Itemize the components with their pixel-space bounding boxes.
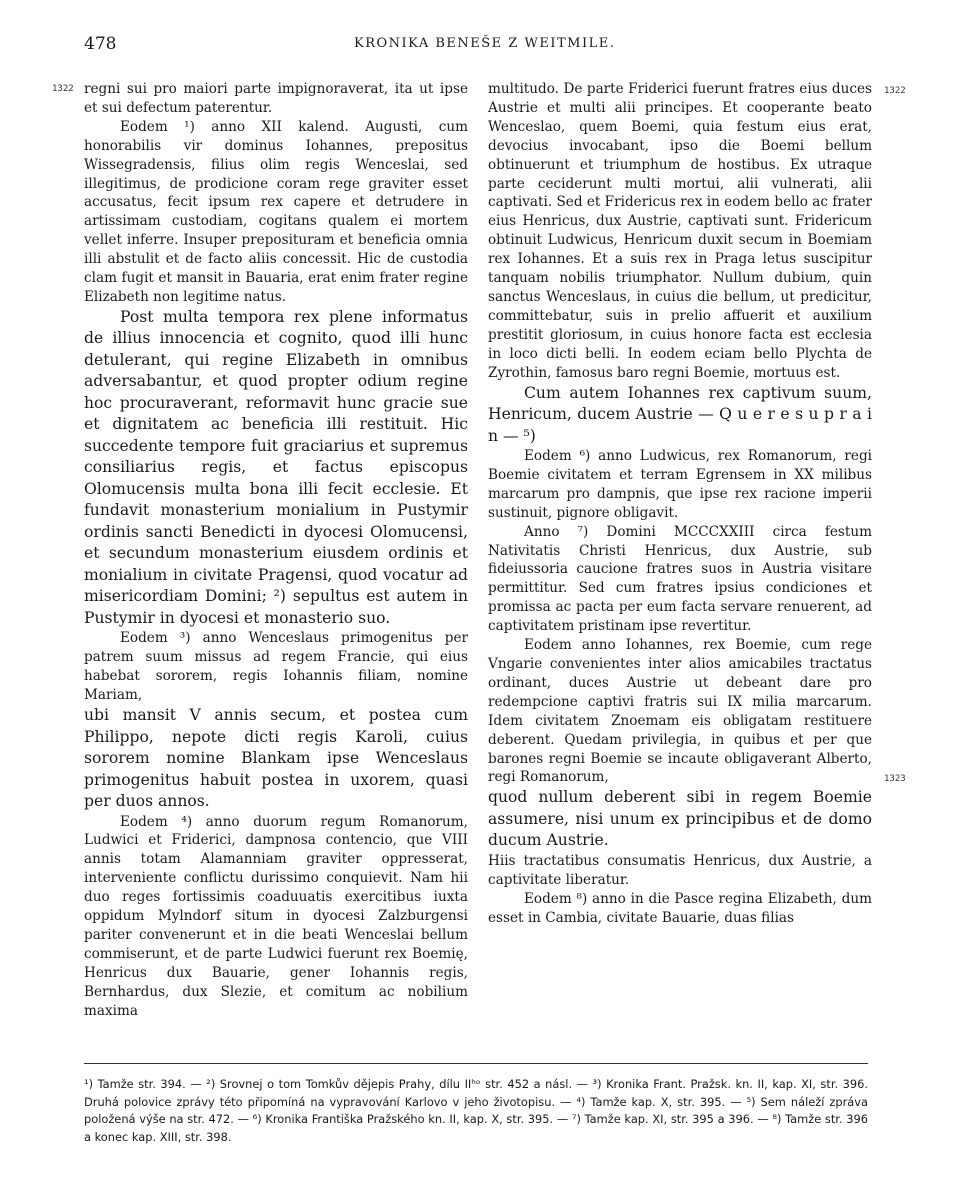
paragraph: Eodem ³) anno Wenceslaus primogenitus per patrem suum missus ad regem Francie, qui eius habebat sororem, regis Iohannis filiam, nomine Mariam, <box>84 630 468 704</box>
page-number: 478 <box>84 34 117 54</box>
left-column <box>84 80 468 1020</box>
paragraph: Eodem anno Iohannes, rex Boemie, cum rege Vngarie convenientes inter alios amicabiles tractatus ordinant, duces Austrie ut debeant dare pro redempcione captivi fratris sui IX milia marcarum. Idem civitatem Znoemam eis obligatam restituere deberent. Quedam privilegia, in quibus et per que barones regni Boemie se incaute obligaverant Alberto, regi Romanorum, <box>488 637 872 786</box>
margin-year-right-1323: 1323 <box>884 774 906 784</box>
paragraph: regni sui pro maiori parte impignoraverat, ita ut ipse et sui defectum paterentur. <box>84 81 468 116</box>
paragraph: quod nullum deberent sibi in regem Boemie assumere, nisi unum ex principibus et de domo ducum Austrie. <box>488 788 872 850</box>
margin-year-left: 1322 <box>52 84 74 94</box>
paragraph: Hiis tractatibus consumatis Henricus, dux Austrie, a captivitate liberatur. <box>488 852 872 888</box>
paragraph: Post multa tempora rex plene informatus de illius innocencia et cognito, quod illi hunc detulerant, qui regine Elizabeth in omnibus adversabantur, et quod propter odium regine hoc procuraverant, reformavit hunc gracie sue et dignitatem ac beneficia illi restituit. Hic succedente tempore fuit graciarius et supremus consiliarius regis, et factus episcopus Olomucensis multa bona illi fecit ecclesie. Et fundavit monasterium monialium in Pustymir ordinis sancti Benedicti in dyocesi Olomucensi, et secundum monasterium eiusdem ordinis et monialium in civitate Pragensi, quod vocatur ad misericordiam Domini; ²) sepultus est autem in Pustymir in dyocesi et monasterio suo. <box>84 307 468 627</box>
paragraph: Anno ⁷) Domini MCCCXXIII circa festum Nativitatis Christi Henricus, dux Austrie, sub fideiussoria caucione fratres suos in Austria visitare permittitur. Sed cum fratres ipsius condiciones et promissa ac pacta per eum facta servare renuerent, ad captivitatem pristinam ipse revertitur. <box>488 523 872 635</box>
paragraph: Eodem ⁴) anno duorum regum Romanorum, Ludwici et Friderici, dampnosa contencio, que VIII annis totam Alamanniam graviter oppresserat, interveniente conflictu durissimo conquievit. Nam hii duo reges fortissimis coaduuatis exercitibus iuxta oppidum Mylndorf situm in dyocesi Zalzburgensi pariter convenerunt et in die beati Wenceslai bellum commiserunt, et de parte Ludwici fuerunt rex Boemię, Henricus dux Bauarie, gener Iohannis regis, Bernhardus, dux Slezie, et comitum ac nobilium maxima <box>84 813 468 1019</box>
right-column <box>488 80 872 927</box>
page-header <box>84 34 874 58</box>
paragraph: Eodem ¹) anno XII kalend. Augusti, cum honorabilis vir dominus Iohannes, prepositus Wissegradensis, filius olim regis Wenceslai, sed illegitimus, de prodicione coram rege graviter esset accusatus, fecit ipsum rex capere et detrudere in artissimam custodiam, cogitans qualem ei mortem vellet inferre. Insuper preposituram et beneficia omnia illi abstulit et de facto aliis concessit. Hic de custodia clam fugit et mansit in Bauaria, erat enim frater regine Elizabeth non legitime natus. <box>84 118 468 305</box>
footnote-text: ¹) Tamže str. 394. — ²) Srovnej o tom Tomkův dějepis Prahy, dílu IIʰᵒ str. 452 a násl. — ³) Kronika Frant. Pražsk. kn. II, kap. XI, str. 396. Druhá polovice zprávy této připomíná na vypravování Karlovo v jeho životopisu. — ⁴) Tamže kap. X, str. 395. — ⁵) Sem náleží zpráva položená výše na str. 472. — ⁶) Kronika Františka Pražského kn. II, kap. X, str. 395. — ⁷) Tamže kap. XI, str. 395 a 396. — ⁸) Tamže str. 396 a konec kap. XIII, str. 398. <box>84 1077 868 1144</box>
paragraph: Cum autem Iohannes rex captivum suum, Henricum, ducem Austrie — Q u e r e s u p r a i n — ⁵) <box>488 383 872 445</box>
margin-year-right-1322: 1322 <box>884 86 906 96</box>
paragraph: Eodem ⁶) anno Ludwicus, rex Romanorum, regi Boemie civitatem et terram Egrensem in XX milibus marcarum pro dampnis, que ipse rex racione imperii sustinuit, pignore obligavit. <box>488 448 872 521</box>
footnote-divider <box>84 1063 868 1064</box>
footnotes <box>84 1076 868 1146</box>
running-title: KRONIKA BENEŠE Z WEITMILE. <box>354 36 616 51</box>
paragraph: multitudo. De parte Friderici fuerunt fratres eius duces Austrie et multi alii principes. Et cooperante beato Wenceslao, quem Boemi, quia festum eius erat, devocius invocabant, ipso die Boemi bellum obtinuerunt et triumphum de hostibus. Ex utraque parte ceciderunt multi mortui, alii vulnerati, alii captivati. Sed et Fridericus rex in eodem bello ac frater eius Henricus, dux Austrie, captivati sunt. Fridericum obtinuit Ludwicus, Henricum duxit secum in Boemiam rex Iohannes. Et a suis rex in Praga letus suscipitur tanquam nobilis triumphator. Nullum dubium, quin sanctus Wenceslaus, in cuius die bellum, ut predicitur, committebatur, suis in prelio affuerit et auxilium prestitit gloriosum, in cuius honore facta est ecclesia in loco dicti belli. In eodem eciam bello Plychta de Zyrothin, famosus baro regni Boemie, mortuus est. <box>488 81 872 381</box>
paragraph: ubi mansit V annis secum, et postea cum Philippo, nepote dicti regis Karoli, cuius sororem nomine Blankam ipse Wenceslaus primogenitus habuit postea in uxorem, quasi per duos annos. <box>84 706 468 810</box>
paragraph: Eodem ⁸) anno in die Pasce regina Elizabeth, dum esset in Cambia, civitate Bauarie, duas filias <box>488 890 872 926</box>
